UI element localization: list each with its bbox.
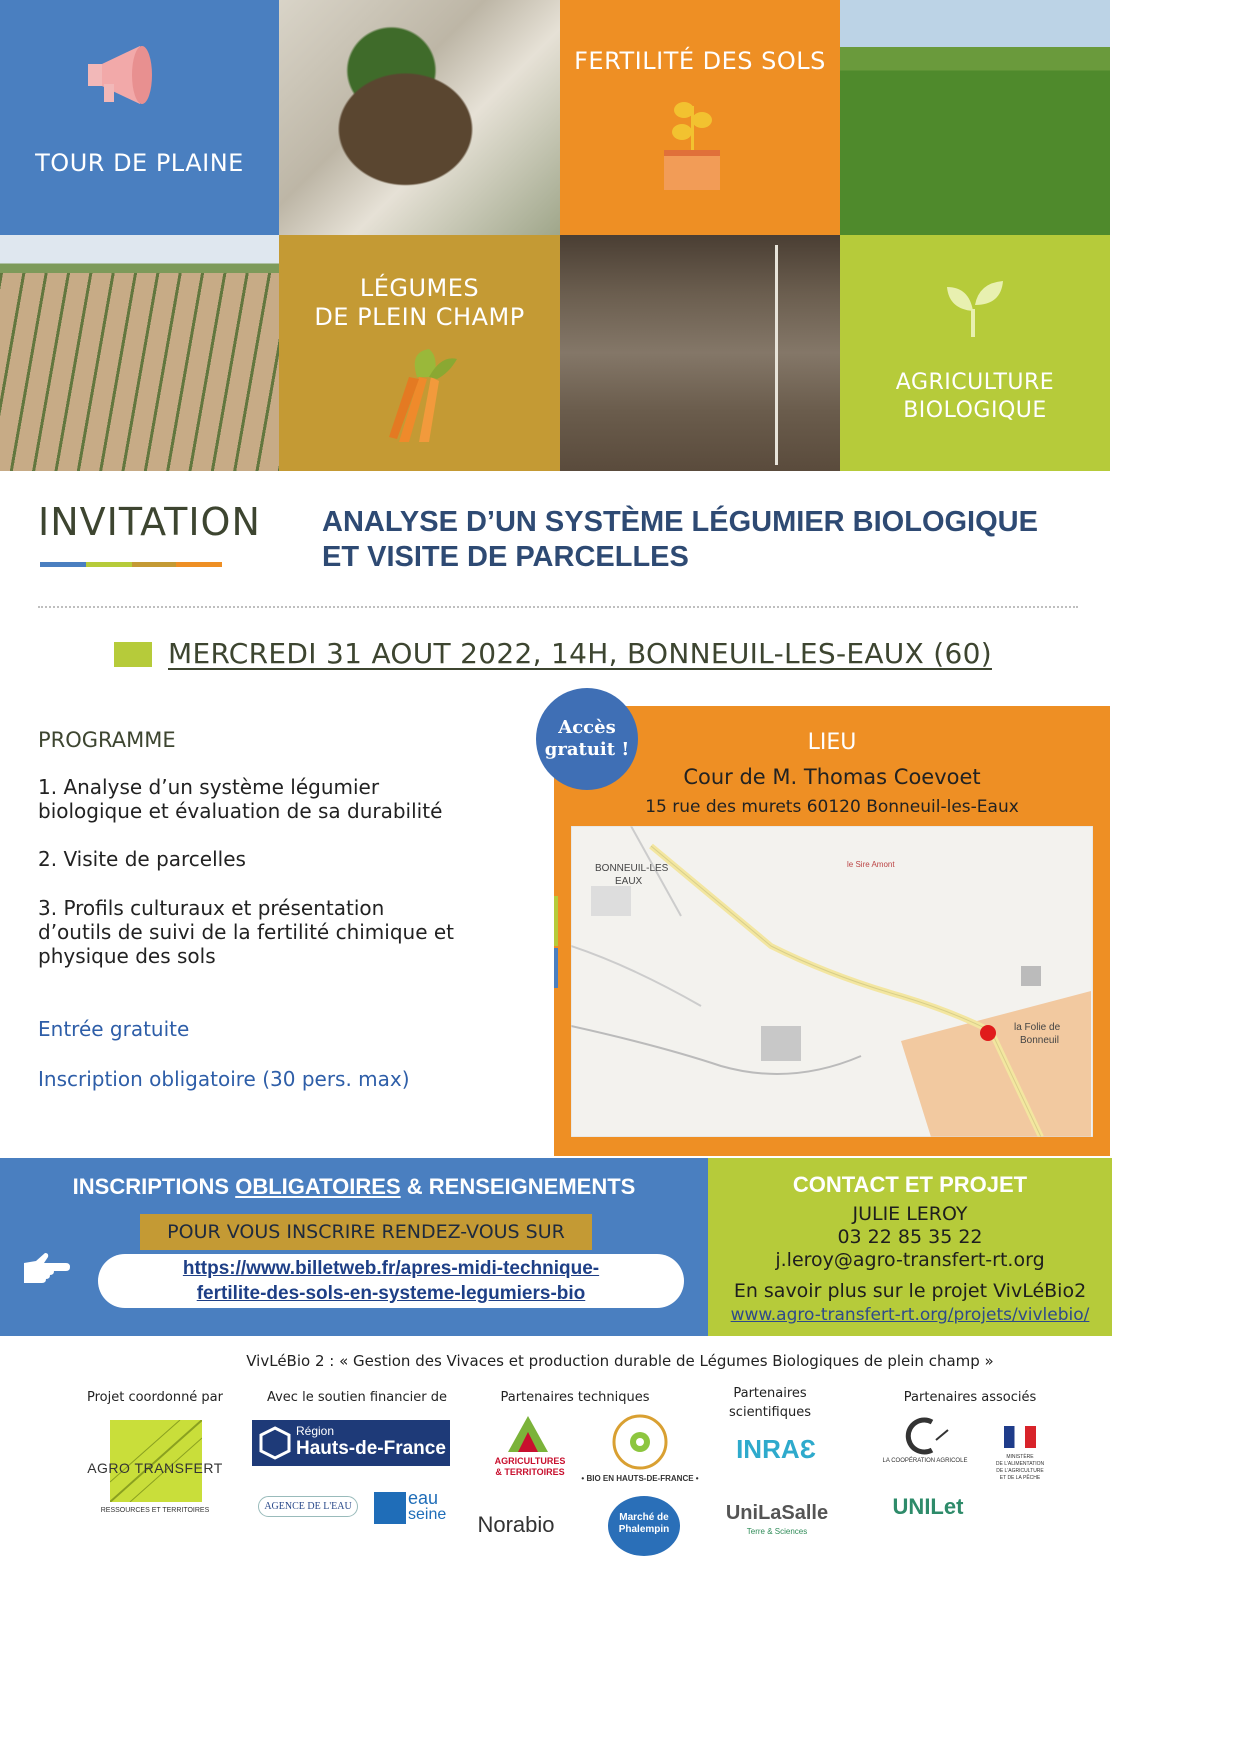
- pointing-hand-icon: [20, 1253, 70, 1289]
- chambres-a-icon: [504, 1414, 552, 1454]
- map-label-folie-line1: la Folie de: [1014, 1022, 1061, 1033]
- photo-soil-profile: [560, 235, 840, 471]
- accent-blue-strip: [554, 948, 558, 988]
- cooperation-name: LA COOPÉRATION AGRICOLE: [882, 1458, 968, 1464]
- ministere-line3: DE L'AGRICULTURE: [996, 1468, 1044, 1474]
- date-square: [114, 642, 152, 667]
- contact-more: En savoir plus sur le projet VivLéBio2: [733, 1280, 1087, 1302]
- main-title-line2: ET VISITE DE PARCELLES: [322, 541, 689, 573]
- invitation-bar-green: [86, 562, 132, 567]
- main-title: [322, 505, 1082, 575]
- sprout-soil-icon: [660, 92, 724, 192]
- heading-scientifiques-line2: scientifiques: [729, 1405, 811, 1420]
- eau-seine-line1: eau: [408, 1488, 439, 1508]
- contact-phone: 03 22 85 35 22: [837, 1226, 983, 1248]
- eau-seine-logo: [374, 1488, 454, 1528]
- unilasalle-logo: UniLaSalle: [725, 1502, 829, 1524]
- unilet-logo: UNILet: [892, 1494, 964, 1519]
- invitation-heading: INVITATION: [38, 500, 261, 544]
- programme-item-2-line1: 2. Visite de parcelles: [38, 847, 246, 871]
- event-date: MERCREDI 31 AOUT 2022, 14H, BONNEUIL-LES-EAUX (60): [168, 637, 992, 670]
- cooperation-agricole-logo: [880, 1416, 970, 1472]
- ministere-logo: [990, 1426, 1050, 1496]
- tile-tour-label: TOUR DE PLAINE: [35, 149, 244, 177]
- agence-eau-logo: AGENCE DE L'EAU: [258, 1496, 358, 1517]
- agro-transfert-logo: [80, 1420, 240, 1520]
- cooperation-c-icon: [896, 1416, 952, 1456]
- location-map[interactable]: [571, 826, 1093, 1137]
- inscriptions-title-underlined: OBLIGATOIRES: [235, 1174, 401, 1199]
- photo-crop-rows: [0, 235, 279, 471]
- chambres-agriculture-logo: [480, 1414, 580, 1494]
- programme-item-1-line2: biologique et évaluation de sa durabilité: [38, 799, 443, 823]
- inscriptions-sub: POUR VOUS INSCRIRE RENDEZ-VOUS SUR: [167, 1221, 565, 1243]
- marche-phalempin-name: Marché de Phalempin: [618, 1512, 670, 1535]
- programme-item-3-line1: 3. Profils culturaux et présentation: [38, 896, 385, 920]
- programme-heading: PROGRAMME: [38, 728, 176, 752]
- heading-coordonne: Projet coordonné par: [86, 1390, 223, 1405]
- region-hexagon-icon: [258, 1426, 292, 1460]
- bio-hdf-flower-icon: [610, 1414, 670, 1470]
- inscriptions-title-pre: INSCRIPTIONS: [72, 1174, 236, 1199]
- programme-item-3-line2: d’outils de suivi de la fertilité chimique et: [38, 920, 455, 944]
- ministere-line1: MINISTÈRE: [1006, 1454, 1034, 1460]
- programme-item-1: [38, 775, 528, 823]
- dotted-divider: [38, 606, 1078, 608]
- region-small: Région: [296, 1424, 335, 1438]
- ministere-line2: DE L'ALIMENTATION: [995, 1461, 1045, 1467]
- project-tagline: VivLéBio 2 : « Gestion des Vivaces et production durable de Légumes Biologiques de plein champ »: [246, 1352, 994, 1370]
- tile-legumes-line1: LÉGUMES: [359, 274, 480, 302]
- registration-link-line1[interactable]: https://www.billetweb.fr/apres-midi-technique-: [182, 1258, 600, 1279]
- contact-email[interactable]: j.leroy@agro-transfert-rt.org: [775, 1249, 1045, 1271]
- invitation-bar-orange: [176, 562, 222, 567]
- lieu-name: Cour de M. Thomas Coevoet: [683, 765, 981, 789]
- heading-associes: Partenaires associés: [903, 1390, 1037, 1405]
- lieu-title: LIEU: [807, 730, 857, 755]
- tile-tour-de-plaine: [0, 0, 279, 235]
- leaf-sprout-icon: [943, 279, 1007, 339]
- main-title-line1: ANALYSE D’UN SYSTÈME LÉGUMIER BIOLOGIQUE: [322, 506, 1038, 538]
- tile-fertilite: [560, 0, 840, 235]
- bio-hdf-logo: [580, 1414, 700, 1490]
- bio-hdf-name: • BIO EN HAUTS-DE-FRANCE •: [581, 1474, 699, 1483]
- inrae-logo: INRAƐ: [736, 1434, 816, 1464]
- programme-item-2: [38, 847, 528, 871]
- badge-line2: gratuit !: [544, 739, 630, 760]
- chambres-line1: AGRICULTURES: [494, 1456, 566, 1466]
- region-big: Hauts-de-France: [296, 1438, 446, 1459]
- tile-agriculture-line2: BIOLOGIQUE: [903, 398, 1047, 423]
- eau-seine-square: [374, 1492, 406, 1524]
- lieu-address: 15 rue des murets 60120 Bonneuil-les-Eaux: [645, 797, 1019, 817]
- norabio-logo: Norabio: [477, 1512, 555, 1537]
- entree-gratuite: Entrée gratuite: [38, 1017, 190, 1041]
- heading-techniques: Partenaires techniques: [500, 1390, 650, 1405]
- photo-soil-clod: [279, 0, 560, 235]
- marche-phalempin-logo: [608, 1496, 680, 1556]
- tile-agriculture-line1: AGRICULTURE: [895, 370, 1055, 395]
- tile-agriculture: [840, 235, 1110, 471]
- carrot-icon: [379, 347, 469, 447]
- registration-link-line2[interactable]: fertilite-des-sols-en-systeme-legumiers-bio: [196, 1283, 586, 1304]
- programme-item-3-line3: physique des sols: [38, 944, 216, 968]
- badge-line1: Accès: [558, 717, 616, 738]
- heading-scientifiques: [710, 1384, 830, 1422]
- inscriptions-title-post: & RENSEIGNEMENTS: [400, 1174, 636, 1199]
- tile-legumes-line2: DE PLEIN CHAMP: [314, 303, 525, 331]
- map-label-town-line1: BONNEUIL-LES: [595, 863, 669, 874]
- programme-item-3: [38, 896, 528, 968]
- registration-link[interactable]: [98, 1256, 684, 1306]
- unilasalle-sub: Terre & Sciences: [746, 1527, 808, 1536]
- heading-soutien: Avec le soutien financier de: [266, 1390, 447, 1405]
- inscription-obligatoire: Inscription obligatoire (30 pers. max): [38, 1067, 410, 1091]
- invitation-bar-blue: [40, 562, 86, 567]
- inscriptions-title: [0, 1174, 708, 1200]
- chambres-line2: & TERRITOIRES: [495, 1467, 565, 1477]
- map-label-sire: le Sire Amont: [847, 860, 895, 869]
- heading-scientifiques-line1: Partenaires: [733, 1386, 807, 1401]
- contact-title: CONTACT ET PROJET: [792, 1172, 1028, 1197]
- region-logo: [252, 1420, 450, 1466]
- programme-item-1-line1: 1. Analyse d’un système légumier: [38, 775, 380, 799]
- map-label-town-line2: EAUX: [615, 876, 643, 887]
- agro-transfert-sub: RESSOURCES ET TERRITOIRES: [100, 1507, 210, 1514]
- eau-seine-line2: seine: [408, 1506, 447, 1523]
- agro-transfert-name: AGRO TRANSFERT: [87, 1460, 223, 1476]
- map-label-folie-line2: Bonneuil: [1020, 1035, 1059, 1046]
- ministere-flag: [1004, 1426, 1036, 1448]
- tile-legumes: [279, 235, 560, 471]
- contact-name: JULIE LEROY: [852, 1203, 968, 1225]
- accent-green-strip: [554, 896, 558, 946]
- tile-fertilite-label: FERTILITÉ DES SOLS: [574, 47, 826, 75]
- megaphone-icon: [80, 40, 170, 110]
- project-link[interactable]: www.agro-transfert-rt.org/projets/vivlebio/: [730, 1305, 1090, 1325]
- photo-green-field: [840, 0, 1110, 235]
- invitation-bar-mustard: [132, 562, 176, 567]
- ministere-line4: ET DE LA PÊCHE: [999, 1475, 1041, 1481]
